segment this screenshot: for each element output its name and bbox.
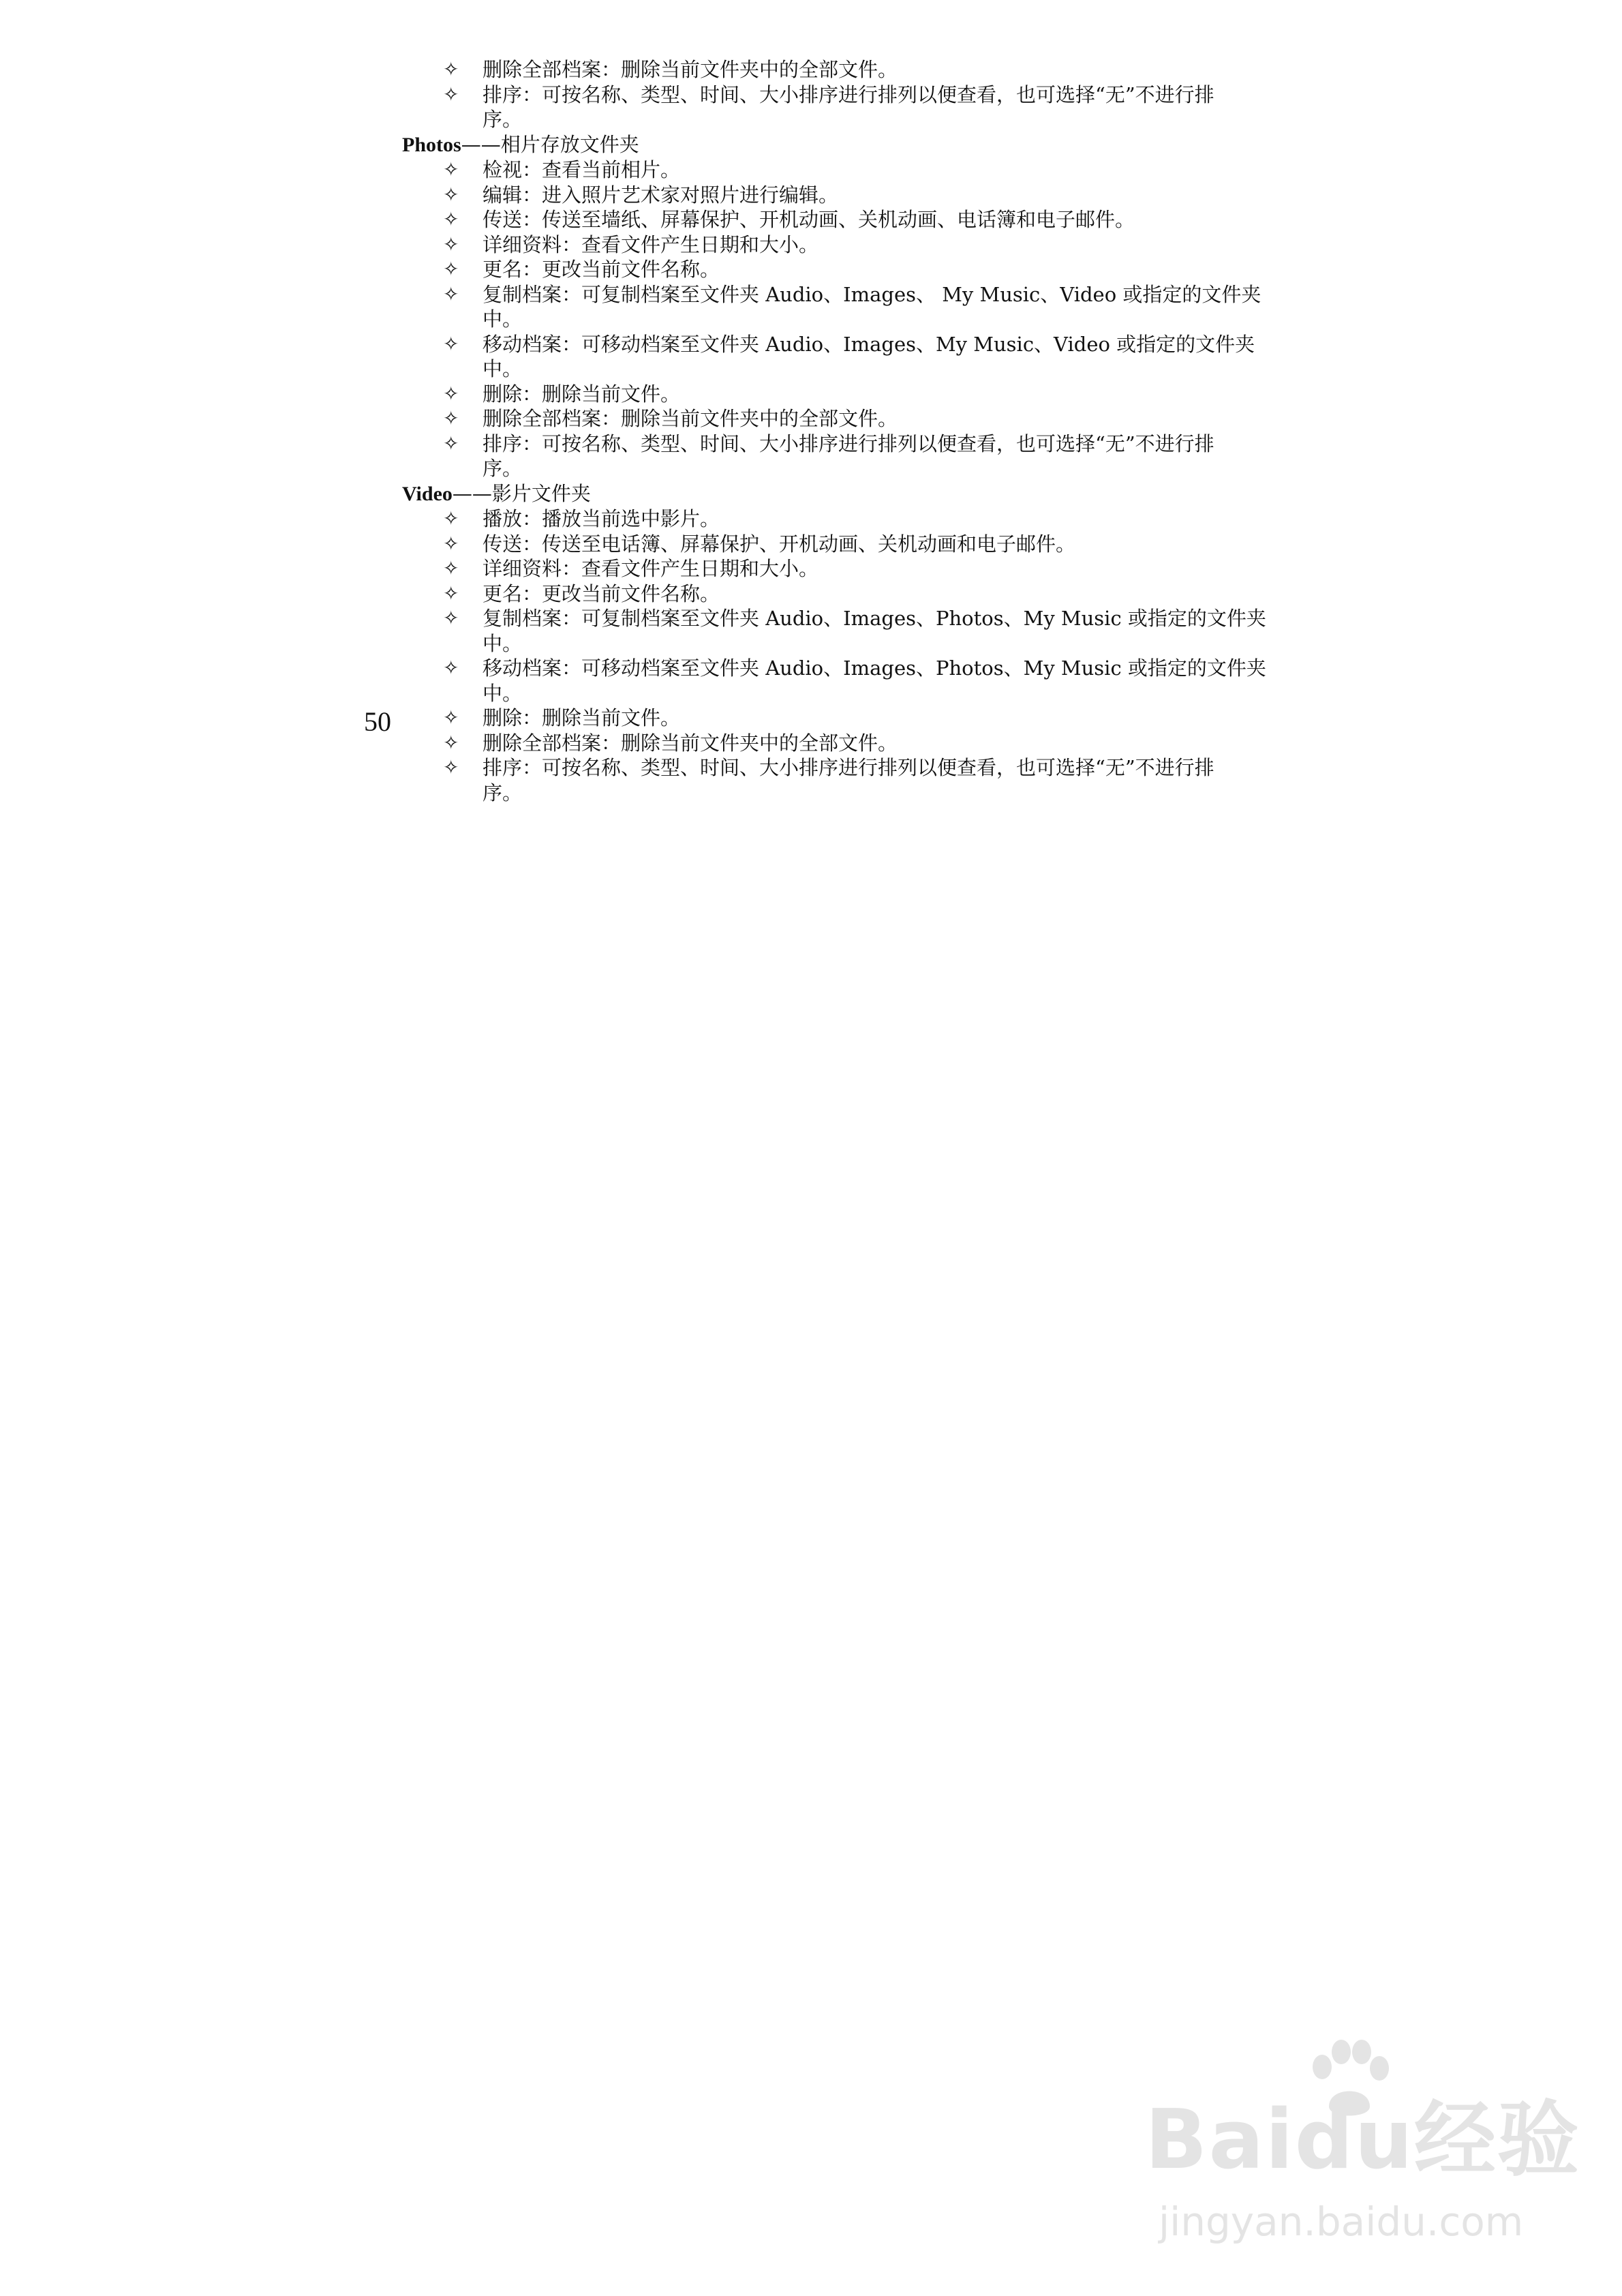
list-item-text: 更名：更改当前文件名称。 xyxy=(483,258,720,281)
list-item-text: 传送：传送至电话簿、屏幕保护、开机动画、关机动画和电子邮件。 xyxy=(483,532,1076,556)
list-item xyxy=(402,406,1274,432)
list-item-text: 详细资料：查看文件产生日期和大小。 xyxy=(483,232,819,256)
list-item xyxy=(402,656,1274,706)
list-item xyxy=(402,532,1274,557)
list-item xyxy=(402,257,1274,282)
list-item xyxy=(402,581,1274,607)
sparkle-bullet-icon: ✧ xyxy=(443,58,459,80)
list-item-text: 移动档案：可移动档案至文件夹 Audio、Images、Photos、My Music 或指定的文件夹中。 xyxy=(483,656,1266,705)
section-heading-bold: Video xyxy=(402,482,453,505)
sparkle-bullet-icon: ✧ xyxy=(443,706,459,729)
list-item-text: 检视：查看当前相片。 xyxy=(483,158,681,181)
sparkle-bullet-icon: ✧ xyxy=(443,158,459,181)
sparkle-bullet-icon: ✧ xyxy=(443,208,459,230)
sparkle-bullet-icon: ✧ xyxy=(443,731,459,754)
list-item-text: 序。 xyxy=(483,781,523,804)
sparkle-bullet-icon: ✧ xyxy=(443,282,459,305)
list-item xyxy=(402,731,1274,756)
section-heading xyxy=(402,481,1274,507)
list-item-text: 删除全部档案：删除当前文件夹中的全部文件。 xyxy=(483,731,898,755)
sparkle-bullet-icon: ✧ xyxy=(443,183,459,206)
section-heading-rest: ——相片存放文件夹 xyxy=(461,132,639,156)
list-item xyxy=(402,57,1274,82)
list-item xyxy=(402,706,1274,731)
list-item xyxy=(402,382,1274,407)
list-item xyxy=(402,157,1274,183)
list-item xyxy=(402,507,1274,532)
section-heading-rest: ——影片文件夹 xyxy=(452,481,591,505)
list-item-text: 传送：传送至墙纸、屏幕保护、开机动画、关机动画、电话簿和电子邮件。 xyxy=(483,208,1135,231)
list-item-text: 删除：删除当前文件。 xyxy=(483,382,681,406)
list-item-text: 排序：可按名称、类型、时间、大小排序进行排列以便查看，也可选择“无”不进行排 xyxy=(483,756,1214,779)
list-item xyxy=(402,755,1274,805)
list-item-text: 编辑：进入照片艺术家对照片进行编辑。 xyxy=(483,183,839,207)
list-item-text: 删除全部档案：删除当前文件夹中的全部文件。 xyxy=(483,58,898,81)
list-item xyxy=(402,606,1274,656)
watermark xyxy=(1145,2038,1581,2256)
list-item-text: 删除全部档案：删除当前文件夹中的全部文件。 xyxy=(483,407,898,430)
sparkle-bullet-icon: ✧ xyxy=(443,258,459,280)
sparkle-bullet-icon: ✧ xyxy=(443,407,459,429)
list-item xyxy=(402,282,1274,332)
list-item-text: 移动档案：可移动档案至文件夹 Audio、Images、My Music、Video 或指定的文件夹中。 xyxy=(483,332,1255,380)
sparkle-bullet-icon: ✧ xyxy=(443,532,459,555)
list-item-text: 序。 xyxy=(483,108,523,131)
list-item xyxy=(402,232,1274,258)
list-item xyxy=(402,556,1274,581)
list-item xyxy=(402,183,1274,208)
sparkle-bullet-icon: ✧ xyxy=(443,332,459,355)
document-body xyxy=(402,57,1274,805)
list-item xyxy=(402,207,1274,232)
list-item-text: 排序：可按名称、类型、时间、大小排序进行排列以便查看，也可选择“无”不进行排 xyxy=(483,82,1214,106)
list-item-text: 播放：播放当前选中影片。 xyxy=(483,507,720,530)
sparkle-bullet-icon: ✧ xyxy=(443,656,459,679)
sparkle-bullet-icon: ✧ xyxy=(443,507,459,530)
list-item-text: 复制档案：可复制档案至文件夹 Audio、Images、Photos、My Music 或指定的文件夹中。 xyxy=(483,607,1266,655)
list-item xyxy=(402,82,1274,132)
watermark-main-text: Baidu经验 xyxy=(1145,2093,1580,2188)
sparkle-bullet-icon: ✧ xyxy=(443,581,459,605)
sparkle-bullet-icon: ✧ xyxy=(443,82,459,106)
list-item-text: 删除：删除当前文件。 xyxy=(483,706,681,729)
sparkle-bullet-icon: ✧ xyxy=(443,607,459,629)
watermark-url-text: jingyan.baidu.com xyxy=(1159,2199,1524,2245)
sparkle-bullet-icon: ✧ xyxy=(443,382,459,405)
section-heading-bold: Photos xyxy=(402,133,461,156)
list-item-text: 排序：可按名称、类型、时间、大小排序进行排列以便查看，也可选择“无”不进行排 xyxy=(483,432,1214,455)
list-item-text: 序。 xyxy=(483,457,523,480)
sparkle-bullet-icon: ✧ xyxy=(443,232,459,256)
sparkle-bullet-icon: ✧ xyxy=(443,557,459,579)
list-item-text: 详细资料：查看文件产生日期和大小。 xyxy=(483,557,819,580)
list-item-text: 更名：更改当前文件名称。 xyxy=(483,581,720,605)
list-item-text: 复制档案：可复制档案至文件夹 Audio、Images、 My Music、Video 或指定的文件夹中。 xyxy=(483,282,1261,331)
sparkle-bullet-icon: ✧ xyxy=(443,756,459,779)
list-item xyxy=(402,432,1274,481)
section-heading xyxy=(402,132,1274,158)
page-number: 50 xyxy=(364,706,391,737)
sparkle-bullet-icon: ✧ xyxy=(443,432,459,455)
list-item xyxy=(402,332,1274,382)
